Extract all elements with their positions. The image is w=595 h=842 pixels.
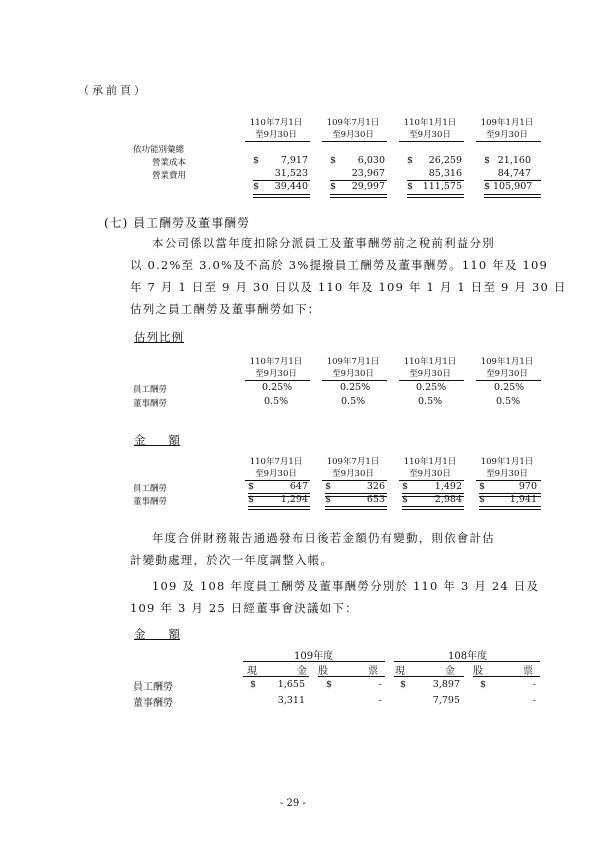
value-cell: 0.25% xyxy=(262,382,293,393)
page-number: - 29 - xyxy=(280,798,306,809)
period-header-1: 110年7月1日 至9月30日 xyxy=(249,457,303,479)
row-label: 營業成本 xyxy=(152,158,187,168)
currency-sign: $ xyxy=(484,181,491,192)
row-group-label: 依功能別彙總 xyxy=(133,145,185,155)
currency-sign: $ xyxy=(407,155,414,166)
total-cell: 111,575 xyxy=(422,181,462,192)
period-header-4: 109年1月1日 至9月30日 xyxy=(480,118,534,140)
currency-sign: $ xyxy=(330,181,337,192)
column-header-stock: 股 票 xyxy=(473,666,533,677)
row-label: 員工酬勞 xyxy=(133,682,173,693)
currency-sign: $ xyxy=(253,181,260,192)
value-cell: 326 xyxy=(366,481,385,492)
board-title: 金 額 xyxy=(134,627,180,641)
value-cell: 3,311 xyxy=(277,695,305,706)
value-cell: 1,492 xyxy=(434,481,462,492)
value-cell: 1,655 xyxy=(277,679,305,690)
value-cell: 0.25% xyxy=(416,382,447,393)
period-header-3: 110年1月1日 至9月30日 xyxy=(403,457,457,479)
period-header-2: 109年7月1日 至9月30日 xyxy=(326,357,380,379)
value-cell: 653 xyxy=(366,494,385,505)
total-cell: 29,997 xyxy=(351,181,385,192)
period-header-4: 109年1月1日 至9月30日 xyxy=(480,357,534,379)
currency-sign: $ xyxy=(326,679,333,690)
period-header-2: 109年7月1日 至9月30日 xyxy=(326,457,380,479)
period-header-3: 110年1月1日 至9月30日 xyxy=(403,118,457,140)
currency-sign: $ xyxy=(330,155,337,166)
value-cell: 0.5% xyxy=(264,396,289,407)
paragraph-line: 估列之員工酬勞及董事酬勞如下： xyxy=(130,302,321,316)
value-cell: - xyxy=(532,695,536,706)
currency-sign: $ xyxy=(402,481,409,492)
value-cell: 85,316 xyxy=(428,168,462,179)
value-cell: 6,030 xyxy=(357,155,385,166)
paragraph-line: 109 及 108 年度員工酬勞及董事酬勞分別於 110 年 3 月 24 日及 xyxy=(152,579,540,593)
currency-sign: $ xyxy=(325,494,332,505)
value-cell: 3,897 xyxy=(432,679,460,690)
value-cell: 84,747 xyxy=(497,168,531,179)
value-cell: 2,984 xyxy=(434,494,462,505)
continued-label: （承前頁） xyxy=(78,84,148,97)
period-header-1: 110年7月1日 至9月30日 xyxy=(249,118,303,140)
value-cell: - xyxy=(532,679,536,690)
currency-sign: $ xyxy=(325,481,332,492)
value-cell: 1,294 xyxy=(280,494,308,505)
period-header-1: 110年7月1日 至9月30日 xyxy=(249,357,303,379)
period-header-3: 110年1月1日 至9月30日 xyxy=(403,357,457,379)
currency-sign: $ xyxy=(248,481,255,492)
value-cell: 26,259 xyxy=(428,155,462,166)
value-cell: - xyxy=(378,695,382,706)
value-cell: 970 xyxy=(518,481,537,492)
column-header-cash: 現 金 xyxy=(395,666,455,677)
paragraph-line: 年 7 月 1 日至 9 月 30 日以及 110 年及 109 年 1 月 1 日至 9 月 30 日 xyxy=(130,280,567,294)
paragraph-line: 109 年 3 月 25 日經董事會決議如下： xyxy=(130,601,358,615)
period-header-2: 109年7月1日 至9月30日 xyxy=(326,118,380,140)
section-title: (七) 員工酬勞及董事酬勞 xyxy=(104,216,251,230)
currency-sign: $ xyxy=(253,155,260,166)
currency-sign: $ xyxy=(250,679,257,690)
currency-sign: $ xyxy=(480,679,487,690)
paragraph-line: 以 0.2%至 3.0%及不高於 3%提撥員工酬勞及董事酬勞。110 年及 109 xyxy=(130,258,549,272)
paragraph-line: 年度合併財務報告通過發布日後若金額仍有變動，則依會計估 xyxy=(152,531,495,545)
column-header-cash: 現 金 xyxy=(247,666,307,677)
currency-sign: $ xyxy=(479,494,486,505)
year-header: 108年度 xyxy=(448,651,488,662)
row-label: 員工酬勞 xyxy=(133,484,168,494)
value-cell: 31,523 xyxy=(274,168,308,179)
amount-title: 金 額 xyxy=(134,433,180,447)
value-cell: 7,795 xyxy=(432,695,460,706)
total-cell: 105,907 xyxy=(493,181,533,192)
currency-sign: $ xyxy=(479,481,486,492)
year-header: 109年度 xyxy=(294,651,334,662)
currency-sign: $ xyxy=(407,181,414,192)
value-cell: 0.25% xyxy=(494,382,525,393)
value-cell: 0.5% xyxy=(418,396,443,407)
currency-sign: $ xyxy=(400,679,407,690)
row-label: 營業費用 xyxy=(152,171,187,181)
row-label: 董事酬勞 xyxy=(133,399,168,409)
value-cell: 23,967 xyxy=(351,168,385,179)
row-label: 員工酬勞 xyxy=(133,385,168,395)
row-label: 董事酬勞 xyxy=(133,698,173,709)
value-cell: 0.5% xyxy=(341,396,366,407)
currency-sign: $ xyxy=(402,494,409,505)
value-cell: 0.5% xyxy=(496,396,521,407)
value-cell: - xyxy=(378,679,382,690)
value-cell: 647 xyxy=(289,481,308,492)
column-header-stock: 股 票 xyxy=(318,666,378,677)
period-header-4: 109年1月1日 至9月30日 xyxy=(480,457,534,479)
value-cell: 0.25% xyxy=(340,382,371,393)
value-cell: 7,917 xyxy=(280,155,308,166)
value-cell: 1,941 xyxy=(509,494,537,505)
total-cell: 39,440 xyxy=(274,181,308,192)
paragraph-line: 本公司係以當年度扣除分派員工及董事酬勞前之稅前利益分別 xyxy=(152,236,495,250)
ratio-title: 估列比例 xyxy=(134,330,184,344)
currency-sign: $ xyxy=(484,155,491,166)
paragraph-line: 計變動處理，於次一年度調整入帳。 xyxy=(130,553,334,567)
value-cell: 21,160 xyxy=(497,155,531,166)
row-label: 董事酬勞 xyxy=(133,497,168,507)
currency-sign: $ xyxy=(248,494,255,505)
